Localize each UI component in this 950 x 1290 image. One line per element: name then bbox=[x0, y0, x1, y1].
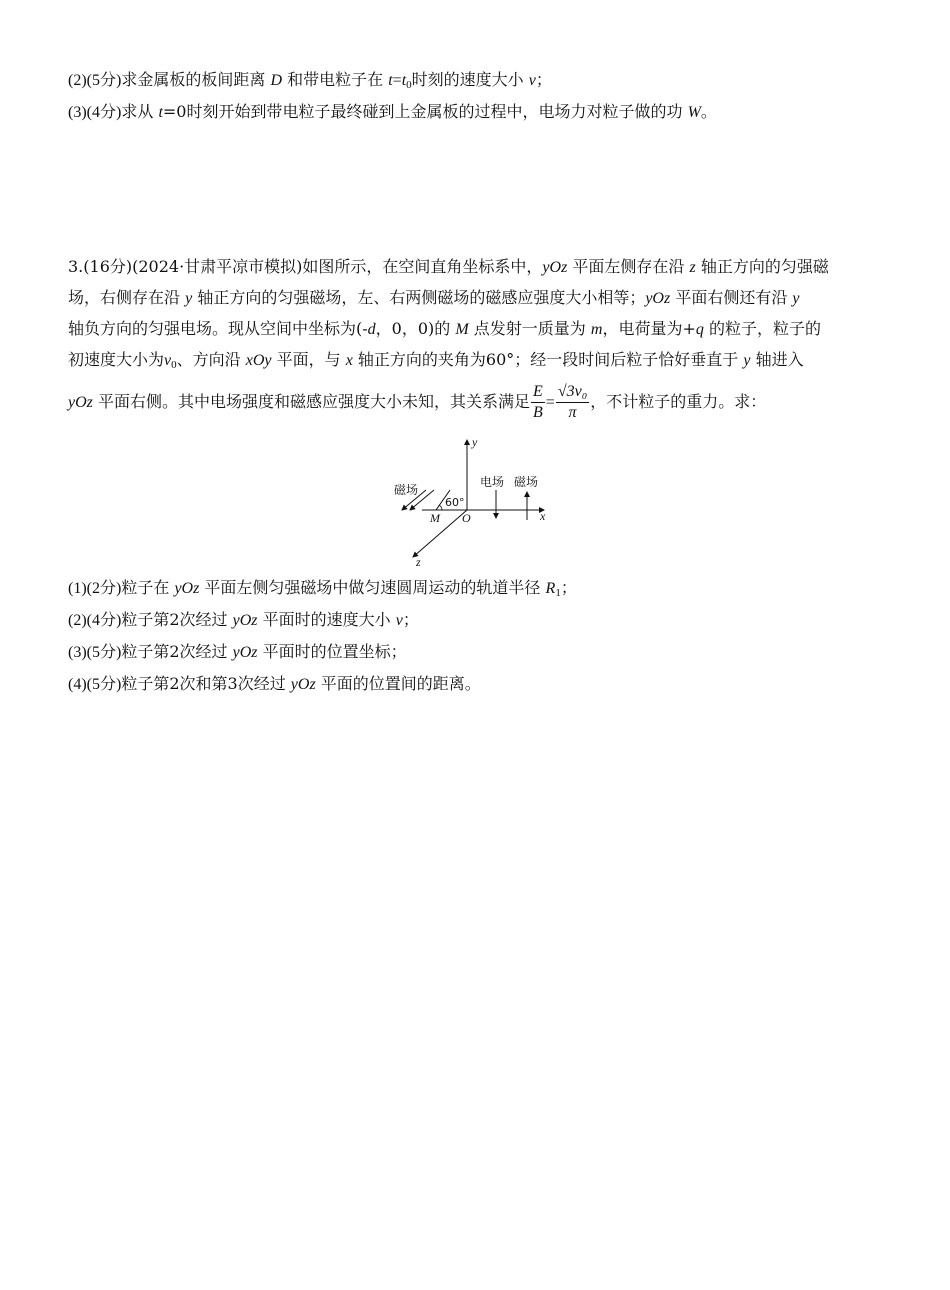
fraction-e-over-b: $\frac{E}{B}$ bbox=[533, 383, 543, 421]
z-axis-label: z bbox=[416, 555, 421, 569]
p2-question-2: (2)(5分)求金属板的板间距离 D 和带电粒子在 $t=t_0$时刻的速度大小 v； bbox=[68, 70, 552, 91]
p3-question-4: (4)(5分)粒子第2次和第3次经过 yOz 平面的位置间的距离。 bbox=[68, 674, 481, 693]
p3-line-1: 3.(16分)(2024·甘肃平凉市模拟)如图所示，在空间直角坐标系中，yOz 平面左侧存在沿 z 轴正方向的匀强磁 bbox=[68, 257, 829, 276]
origin-label: O bbox=[462, 511, 471, 525]
point-m-label: M bbox=[430, 511, 440, 525]
right-field-label: 磁场 bbox=[514, 475, 539, 489]
coordinate-figure bbox=[380, 432, 580, 572]
y-axis-label: y bbox=[472, 435, 478, 449]
p3-question-1: (1)(2分)粒子在 yOz 平面左侧匀强磁场中做匀速圆周运动的轨道半径 $R_1$； bbox=[68, 578, 577, 599]
p2-question-3: (3)(4分)求从 t=0时刻开始到带电粒子最终碰到上金属板的过程中，电场力对粒子做的功 W。 bbox=[68, 102, 717, 121]
p3-line-5: yOz 平面右侧。其中电场强度和磁感应强度大小未知，其关系满足 $\frac{E}{B}$ = $\frac{\text{√3v₀}}{\pi}$ ，不计粒子的重力。求： bbox=[68, 383, 767, 421]
z-axis bbox=[413, 510, 467, 557]
fraction-root3-v0-over-pi: $\frac{\text{√3v₀}}{\pi}$ bbox=[557, 383, 588, 421]
p3-line-3: 轴负方向的匀强电场。现从空间中坐标为(-d，0，0)的 M 点发射一质量为 m，电荷量为+q 的粒子，粒子的 bbox=[68, 319, 821, 338]
p3-line-4: 初速度大小为$v_0$、方向沿 xOy 平面，与 x 轴正方向的夹角为60°；经一段时间后粒子恰好垂直于 y 轴进入 bbox=[68, 350, 804, 371]
angle-arc bbox=[439, 505, 442, 510]
p3-line-2: 场，右侧存在沿 y 轴正方向的匀强磁场，左、右两侧磁场的磁感应强度大小相等；yOz 平面右侧还有沿 y bbox=[68, 288, 800, 307]
electric-field-label: 电场 bbox=[480, 475, 505, 489]
x-axis-label: x bbox=[540, 509, 546, 523]
p3-question-3: (3)(5分)粒子第2次经过 yOz 平面时的位置坐标； bbox=[68, 642, 407, 661]
p3-question-2: (2)(4分)粒子第2次经过 yOz 平面时的速度大小 v； bbox=[68, 610, 419, 629]
angle-label: 60° bbox=[445, 496, 465, 509]
left-field-label: 磁场 bbox=[394, 483, 419, 497]
